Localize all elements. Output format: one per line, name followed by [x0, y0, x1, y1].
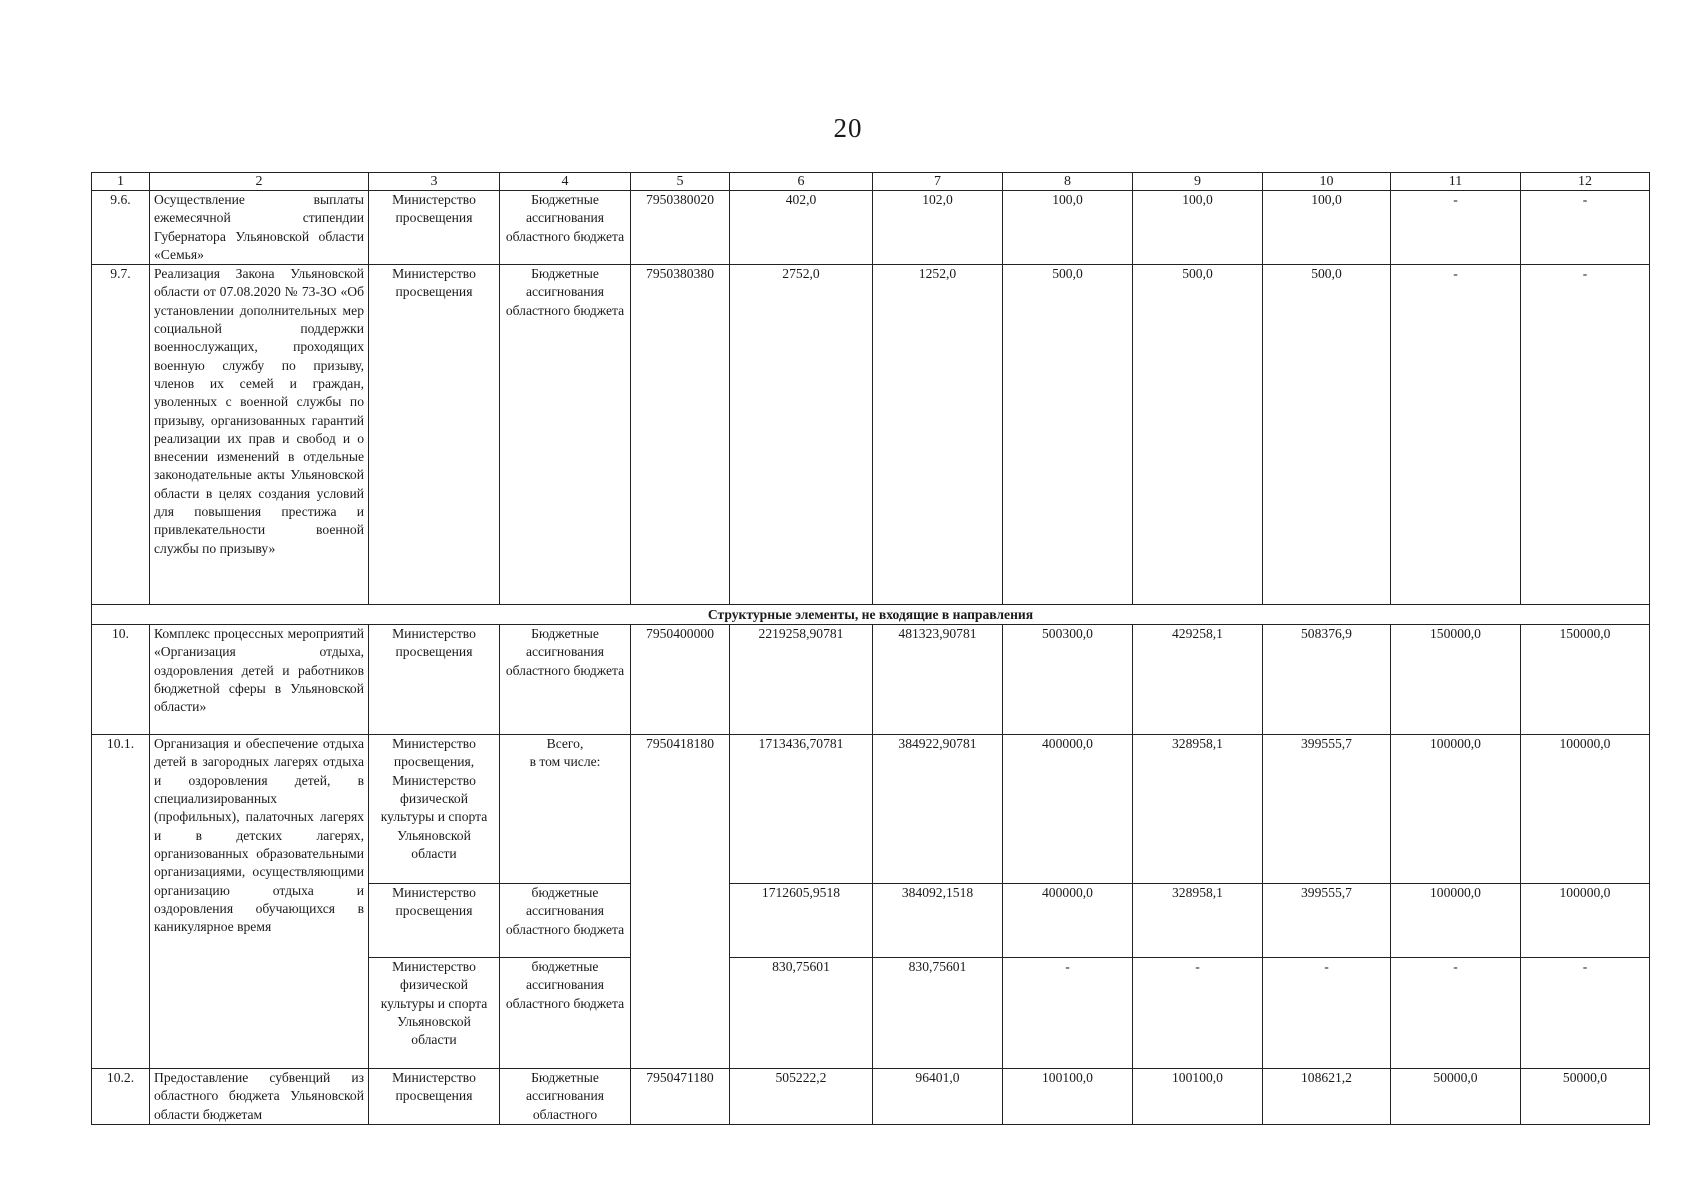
value-cell: - [1391, 958, 1521, 1069]
executor: Министерство просвещения [369, 1069, 500, 1125]
funding-source [500, 735, 631, 884]
budget-table [91, 172, 1650, 1125]
funding-source-including-label: в том числе: [529, 754, 601, 770]
value-cell: 102,0 [873, 191, 1003, 265]
value-cell: - [1263, 958, 1391, 1069]
col-header-10: 10 [1263, 173, 1391, 191]
table-row [92, 265, 1650, 605]
table-row [92, 191, 1650, 265]
funding-source-total-label: Всего, [546, 736, 584, 752]
value-cell: 100000,0 [1521, 884, 1650, 958]
row-number: 9.6. [92, 191, 150, 265]
event-name: Осуществление выплаты ежемесячной стипендии Губернатора Ульяновской области «Семья» [150, 191, 369, 265]
value-cell: 2752,0 [730, 265, 873, 605]
col-header-2: 2 [150, 173, 369, 191]
section-title: Структурные элементы, не входящие в направления [92, 605, 1650, 625]
col-header-1: 1 [92, 173, 150, 191]
section-header-row [92, 605, 1650, 625]
value-cell: 505222,2 [730, 1069, 873, 1125]
value-cell: 384092,1518 [873, 884, 1003, 958]
col-header-6: 6 [730, 173, 873, 191]
budget-code: 7950471180 [631, 1069, 730, 1125]
value-cell: 150000,0 [1391, 625, 1521, 735]
value-cell: 100000,0 [1391, 884, 1521, 958]
value-cell: 100000,0 [1391, 735, 1521, 884]
row-number: 10.2. [92, 1069, 150, 1125]
table-row [92, 625, 1650, 735]
col-header-5: 5 [631, 173, 730, 191]
value-cell: 384922,90781 [873, 735, 1003, 884]
value-cell: - [1003, 958, 1133, 1069]
value-cell: - [1521, 191, 1650, 265]
value-cell: 100100,0 [1003, 1069, 1133, 1125]
value-cell: - [1391, 265, 1521, 605]
value-cell: - [1391, 191, 1521, 265]
value-cell: 402,0 [730, 191, 873, 265]
table-row [92, 1069, 1650, 1125]
executor: Министерство просвещения [369, 265, 500, 605]
value-cell: 1712605,9518 [730, 884, 873, 958]
value-cell: 96401,0 [873, 1069, 1003, 1125]
event-name: Реализация Закона Ульяновской области от 07.08.2020 № 73-ЗО «Об установлении дополнительных мер социальной поддержки военнослужащих, проходящих военную службу по призыву, членов их семей и граждан, уволенных с военной службы по призыву, организованных гарантий реализации их прав и свобод и о внесении изменений в отдельные законодательные акты Ульяновской области в целях создания условий для повышения престижа и привлекательности военной службы по призыву» [150, 265, 369, 605]
col-header-4: 4 [500, 173, 631, 191]
value-cell: 100000,0 [1521, 735, 1650, 884]
event-name: Организация и обеспечение отдыха детей в загородных лагерях отдыха и оздоровления детей, в специализированных (профильных), палаточных лагерях и в детских лагерях, организованных образовательными организациями, осуществляющими организацию отдыха и оздоровления обучающихся в каникулярное время [150, 735, 369, 1069]
page-number: 20 [833, 113, 863, 143]
row-number: 9.7. [92, 265, 150, 605]
budget-code: 7950380380 [631, 265, 730, 605]
value-cell: 830,75601 [730, 958, 873, 1069]
value-cell: 481323,90781 [873, 625, 1003, 735]
value-cell: 500300,0 [1003, 625, 1133, 735]
row-number: 10.1. [92, 735, 150, 1069]
value-cell: 400000,0 [1003, 735, 1133, 884]
funding-source: бюджетные ассигнования областного бюджета [500, 958, 631, 1069]
column-number-row [92, 173, 1650, 191]
value-cell: 150000,0 [1521, 625, 1650, 735]
funding-source: Бюджетные ассигнования областного бюджета [500, 191, 631, 265]
value-cell: 2219258,90781 [730, 625, 873, 735]
funding-source: Бюджетные ассигнования областного [500, 1069, 631, 1125]
col-header-11: 11 [1391, 173, 1521, 191]
col-header-9: 9 [1133, 173, 1263, 191]
value-cell: 399555,7 [1263, 884, 1391, 958]
budget-code: 7950380020 [631, 191, 730, 265]
value-cell: 400000,0 [1003, 884, 1133, 958]
value-cell: 50000,0 [1391, 1069, 1521, 1125]
value-cell: 100,0 [1263, 191, 1391, 265]
value-cell: 500,0 [1003, 265, 1133, 605]
value-cell: 50000,0 [1521, 1069, 1650, 1125]
executor: Министерство просвещения [369, 884, 500, 958]
budget-code: 7950418180 [631, 735, 730, 1069]
executor: Министерство физической культуры и спорта Ульяновской области [369, 958, 500, 1069]
col-header-3: 3 [369, 173, 500, 191]
value-cell: 1252,0 [873, 265, 1003, 605]
funding-source: бюджетные ассигнования областного бюджета [500, 884, 631, 958]
col-header-12: 12 [1521, 173, 1650, 191]
budget-code: 7950400000 [631, 625, 730, 735]
value-cell: 500,0 [1133, 265, 1263, 605]
value-cell: 108621,2 [1263, 1069, 1391, 1125]
value-cell: 830,75601 [873, 958, 1003, 1069]
executor: Министерство просвещения [369, 625, 500, 735]
value-cell: 328958,1 [1133, 735, 1263, 884]
col-header-8: 8 [1003, 173, 1133, 191]
value-cell: 1713436,70781 [730, 735, 873, 884]
value-cell: 328958,1 [1133, 884, 1263, 958]
value-cell: - [1521, 958, 1650, 1069]
funding-source: Бюджетные ассигнования областного бюджета [500, 625, 631, 735]
row-number: 10. [92, 625, 150, 735]
value-cell: 399555,7 [1263, 735, 1391, 884]
executor: Министерство просвещения, Министерство физической культуры и спорта Ульяновской области [369, 735, 500, 884]
value-cell: 500,0 [1263, 265, 1391, 605]
event-name: Предоставление субвенций из областного бюджета Ульяновской области бюджетам [150, 1069, 369, 1125]
funding-source: Бюджетные ассигнования областного бюджета [500, 265, 631, 605]
event-name: Комплекс процессных мероприятий «Организация отдыха, оздоровления детей и работников бюджетной сферы в Ульяновской области» [150, 625, 369, 735]
value-cell: - [1521, 265, 1650, 605]
value-cell: 508376,9 [1263, 625, 1391, 735]
value-cell: 429258,1 [1133, 625, 1263, 735]
executor: Министерство просвещения [369, 191, 500, 265]
value-cell: 100,0 [1003, 191, 1133, 265]
value-cell: - [1133, 958, 1263, 1069]
table-row [92, 735, 1650, 884]
col-header-7: 7 [873, 173, 1003, 191]
value-cell: 100100,0 [1133, 1069, 1263, 1125]
value-cell: 100,0 [1133, 191, 1263, 265]
